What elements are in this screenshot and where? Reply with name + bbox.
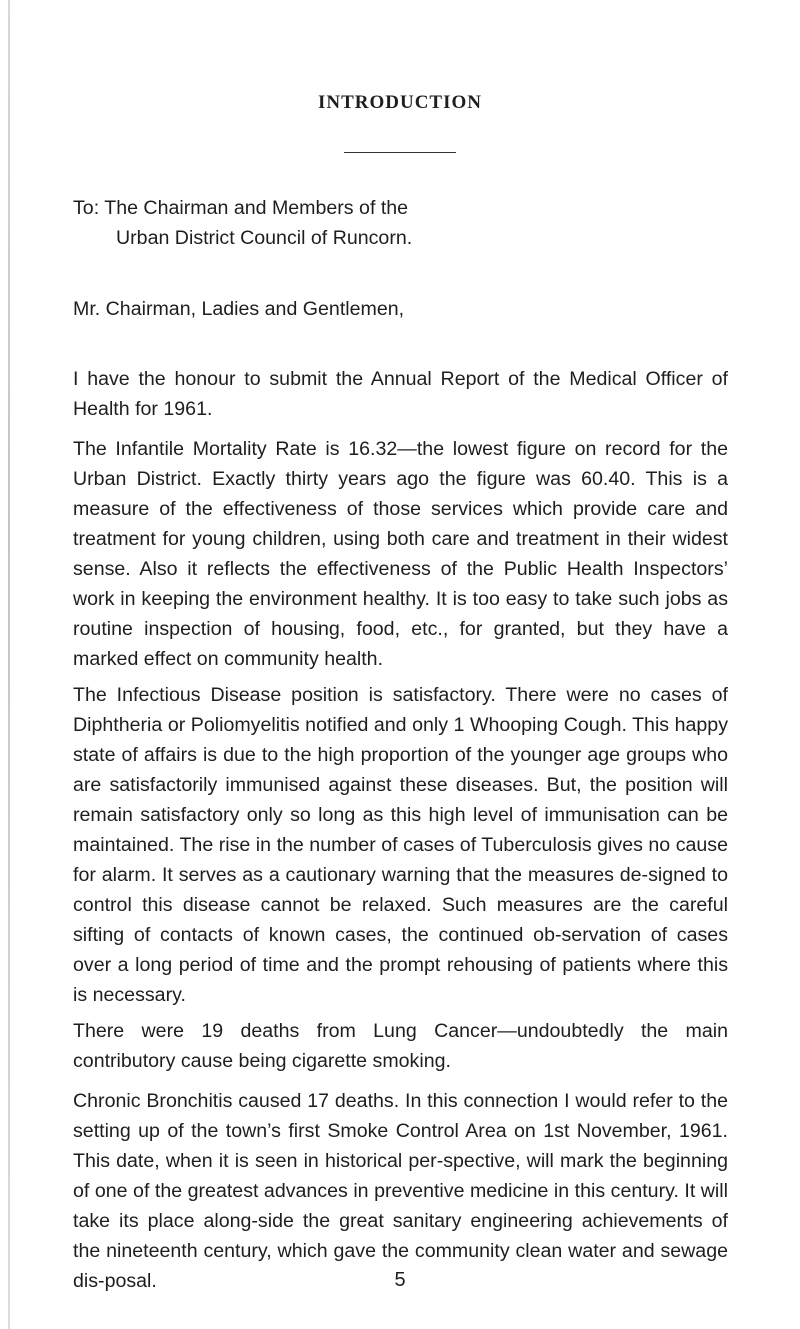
title-divider: [344, 152, 456, 153]
page-number: 5: [394, 1269, 406, 1291]
paragraph-lung-cancer: There were 19 deaths from Lung Cancer—undoubtedly the main contributory cause being cigarette smoking.: [73, 1020, 728, 1072]
scan-edge: [8, 0, 10, 1329]
addressee-line-1: To: The Chairman and Members of the: [73, 197, 409, 219]
salutation: Mr. Chairman, Ladies and Gentlemen,: [73, 298, 405, 320]
addressee-line-2: Urban District Council of Runcorn.: [116, 227, 413, 249]
page-title: INTRODUCTION: [317, 92, 483, 113]
paragraph-infant-mortality: The Infantile Mortality Rate is 16.32—the lowest figure on record for the Urban District. Exactly thirty years ago the figure was 60.40. This is a measure of the effectiveness of those services which provide care and treatment for young children, using both care and treatment in their widest sense. Also it reflects the effectiveness of the Public Health Inspectors’ work in keeping the environment healthy. It is too easy to take such jobs as routine inspection of housing, food, etc., for granted, but they have a marked effect on community health.: [73, 438, 728, 670]
paragraph-intro: I have the honour to submit the Annual Report of the Medical Officer of Health for 1961.: [73, 368, 728, 420]
addressee-block: [73, 193, 412, 253]
paragraph-infectious-disease: The Infectious Disease position is satisfactory. There were no cases of Diphtheria or Poliomyelitis notified and only 1 Whooping Cough. This happy state of affairs is due to the high proportion of the younger age groups who are satisfactorily immunised against these diseases. But, the position will remain satisfactory only so long as this high level of immunisation can be maintained. The rise in the number of cases of Tuberculosis gives no cause for alarm. It serves as a cautionary warning that the measures de-signed to control this disease cannot be relaxed. Such measures are the careful sifting of contacts of known cases, the continued ob-servation of cases over a long period of time and the prompt rehousing of patients where this is necessary.: [73, 684, 728, 1006]
paragraph-bronchitis: Chronic Bronchitis caused 17 deaths. In this connection I would refer to the setting up of the town’s first Smoke Control Area on 1st November, 1961. This date, when it is seen in historical per-spective, will mark the beginning of one of the greatest advances in preventive medicine in this century. It will take its place along-side the great sanitary engineering achievements of the nineteenth century, which gave the community clean water and sewage dis-posal.: [73, 1090, 728, 1292]
